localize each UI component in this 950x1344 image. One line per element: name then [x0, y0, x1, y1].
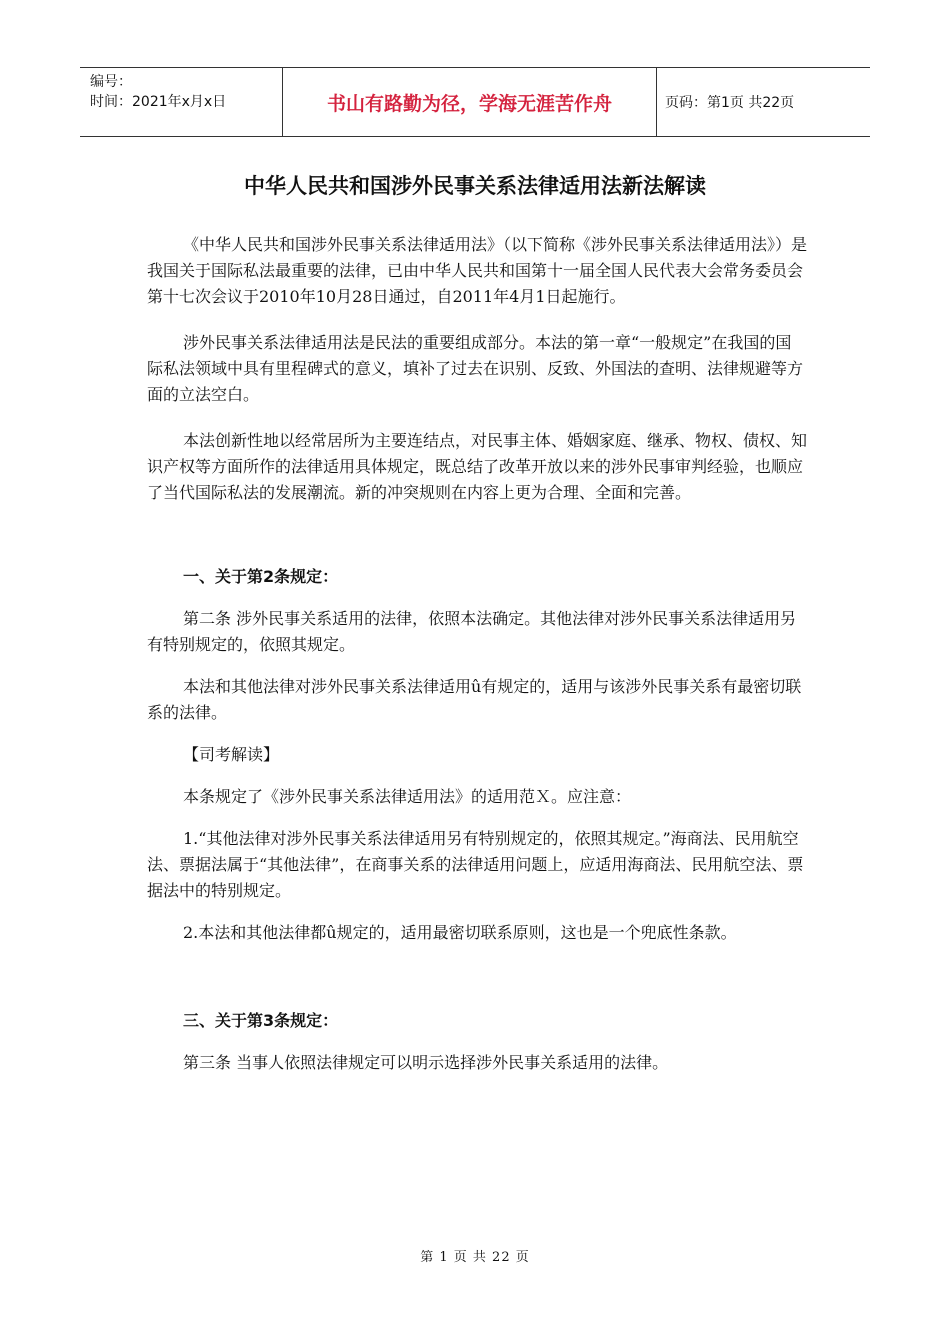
- header-motto: 书山有路勤为径，学海无涯苦作舟: [282, 68, 657, 136]
- page-footer: 第 1 页 共 22 页: [420, 1250, 530, 1265]
- header-number-label: 编号：: [90, 74, 132, 90]
- paragraph-7: 本条规定了《涉外民事关系法律适用法》的适用范Ｘ。应注意：: [183, 787, 632, 806]
- paragraph-9: 2.本法和其他法律都û规定的，适用最密切联系原则，这也是一个兜底性条款。: [183, 923, 737, 942]
- header-meta: [80, 68, 282, 136]
- document-body: [147, 232, 807, 1076]
- paragraph-4: 第二条 涉外民事关系适用的法律，依照本法确定。其他法律对涉外民事关系法律适用另有特别规定的，依照其规定。: [147, 609, 797, 654]
- paragraph-2: 涉外民事关系法律适用法是民法的重要组成部分。本法的第一章“一般规定”在我国的国际私法领域中具有里程碑式的意义，填补了过去在识别、反致、外国法的查明、法律规避等方面的立法空白。: [147, 333, 804, 404]
- header-time-label: 时间：2021年x月x日: [90, 94, 227, 110]
- section-heading-2: 三、关于第3条规定：: [183, 1011, 339, 1030]
- document-title: 中华人民共和国涉外民事关系法律适用法新法解读: [244, 174, 706, 198]
- paragraph-3: 本法创新性地以经常居所为主要连结点，对民事主体、婚姻家庭、继承、物权、债权、知识产权等方面所作的法律适用具体规定，既总结了改革开放以来的涉外民事审判经验，也顺应了当代国际私法的发展潮流。新的冲突规则在内容上更为合理、全面和完善。: [147, 431, 808, 502]
- paragraph-5: 本法和其他法律对涉外民事关系法律适用û有规定的，适用与该涉外民事关系有最密切联系的法律。: [147, 677, 802, 722]
- header-page-label: 页码：第1页 共22页: [665, 95, 795, 111]
- document-header: [80, 67, 870, 137]
- section-heading-1: 一、关于第2条规定：: [183, 567, 339, 586]
- paragraph-10: 第三条 当事人依照法律规定可以明示选择涉外民事关系适用的法律。: [183, 1053, 669, 1072]
- paragraph-8: 1.“其他法律对涉外民事关系法律适用另有特别规定的，依照其规定。”海商法、民用航空法、票据法属于“其他法律”，在商事关系的法律适用问题上，应适用海商法、民用航空法、票据法中的特别规定。: [147, 829, 804, 900]
- paragraph-6: 【司考解读】: [183, 745, 280, 764]
- paragraph-1: 《中华人民共和国涉外民事关系法律适用法》（以下简称《涉外民事关系法律适用法》）是我国关于国际私法最重要的法律，已由中华人民共和国第十一届全国人民代表大会常务委员会第十七次会议于2010年10月28日通过，自2011年4月1日起施行。: [147, 235, 808, 306]
